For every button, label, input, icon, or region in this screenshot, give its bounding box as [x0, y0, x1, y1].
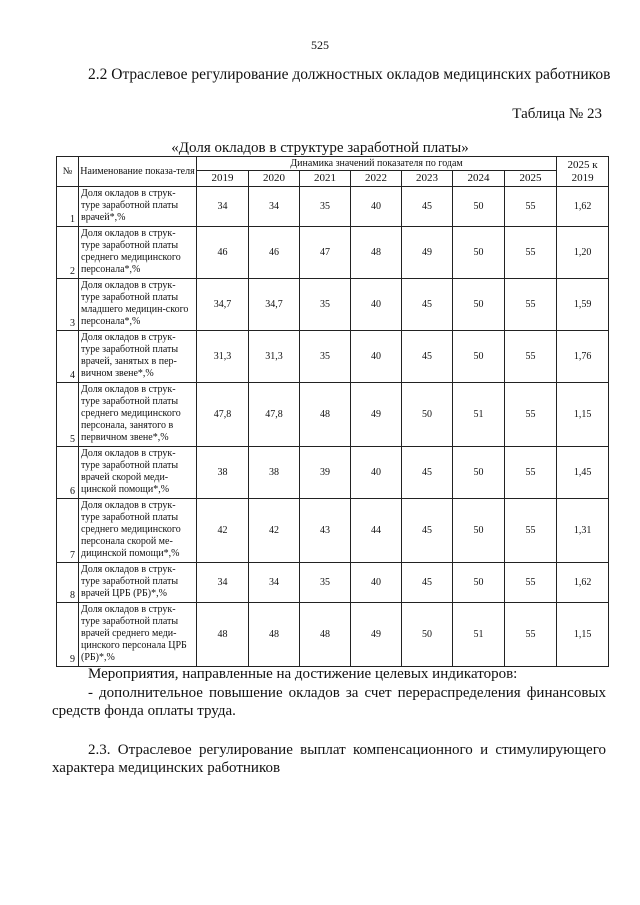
table-row — [57, 563, 609, 603]
year-value: 34 — [249, 563, 300, 603]
year-value: 42 — [197, 499, 249, 563]
indicator-name: Доля окладов в струк-туре заработной платы врачей среднего меди-цинского персонала ЦРБ (РБ)*,% — [79, 603, 197, 667]
year-value: 50 — [453, 499, 505, 563]
header-num: № — [57, 157, 79, 187]
year-value: 51 — [453, 383, 505, 447]
header-year: 2021 — [300, 171, 351, 187]
indicator-name: Доля окладов в струк-туре заработной платы среднего медицинского персонала, занятого в первичном звене*,% — [79, 383, 197, 447]
row-number: 7 — [57, 499, 79, 563]
year-value: 42 — [249, 499, 300, 563]
table-row — [57, 331, 609, 383]
year-value: 55 — [505, 603, 557, 667]
year-value: 35 — [300, 563, 351, 603]
year-value: 38 — [197, 447, 249, 499]
year-value: 55 — [505, 383, 557, 447]
year-value: 34,7 — [249, 279, 300, 331]
year-value: 49 — [351, 603, 402, 667]
year-value: 40 — [351, 279, 402, 331]
year-value: 34 — [197, 187, 249, 227]
year-value: 55 — [505, 279, 557, 331]
year-value: 39 — [300, 447, 351, 499]
year-value: 55 — [505, 331, 557, 383]
year-value: 40 — [351, 331, 402, 383]
year-value: 34 — [249, 187, 300, 227]
year-value: 35 — [300, 187, 351, 227]
table-row — [57, 279, 609, 331]
year-value: 45 — [402, 279, 453, 331]
year-value: 48 — [249, 603, 300, 667]
year-value: 40 — [351, 563, 402, 603]
year-value: 49 — [402, 227, 453, 279]
row-number: 1 — [57, 187, 79, 227]
table-row — [57, 227, 609, 279]
table-row — [57, 383, 609, 447]
year-value: 55 — [505, 499, 557, 563]
indicator-name: Доля окладов в струк-туре заработной платы врачей, занятых в пер-вичном звене*,% — [79, 331, 197, 383]
year-value: 35 — [300, 331, 351, 383]
row-number: 5 — [57, 383, 79, 447]
year-value: 55 — [505, 447, 557, 499]
row-number: 8 — [57, 563, 79, 603]
year-value: 50 — [402, 383, 453, 447]
measures-item: - дополнительное повышение окладов за счет перераспределения финансовых средств фонда оплаты труда. — [52, 685, 606, 719]
year-value: 50 — [453, 187, 505, 227]
year-value: 47 — [300, 227, 351, 279]
year-value: 43 — [300, 499, 351, 563]
header-name: Наименование показа-теля — [79, 157, 197, 187]
ratio-value: 1,62 — [557, 187, 609, 227]
year-value: 40 — [351, 447, 402, 499]
indicator-name: Доля окладов в струк-туре заработной платы врачей скорой меди-цинской помощи*,% — [79, 447, 197, 499]
header-year: 2025 — [505, 171, 557, 187]
indicator-name: Доля окладов в струк-туре заработной платы младшего медицин-ского персонала*,% — [79, 279, 197, 331]
header-year: 2022 — [351, 171, 402, 187]
header-year: 2020 — [249, 171, 300, 187]
table-row — [57, 447, 609, 499]
measures-title: Мероприятия, направленные на достижение целевых индикаторов: — [88, 666, 518, 682]
ratio-value: 1,15 — [557, 603, 609, 667]
year-value: 34 — [197, 563, 249, 603]
year-value: 55 — [505, 187, 557, 227]
year-value: 35 — [300, 279, 351, 331]
section-2-3-title: 2.3. Отраслевое регулирование выплат компенсационного и стимулирующего характера медицинских работников — [52, 742, 606, 776]
year-value: 50 — [453, 279, 505, 331]
ratio-value: 1,31 — [557, 499, 609, 563]
row-number: 4 — [57, 331, 79, 383]
ratio-value: 1,15 — [557, 383, 609, 447]
row-number: 6 — [57, 447, 79, 499]
header-ratio: 2025 к 2019 — [557, 157, 609, 187]
year-value: 47,8 — [197, 383, 249, 447]
header-year: 2023 — [402, 171, 453, 187]
year-value: 50 — [453, 331, 505, 383]
indicator-name: Доля окладов в струк-туре заработной платы врачей ЦРБ (РБ)*,% — [79, 563, 197, 603]
row-number: 9 — [57, 603, 79, 667]
year-value: 45 — [402, 187, 453, 227]
year-value: 46 — [197, 227, 249, 279]
year-value: 45 — [402, 447, 453, 499]
table-label: Таблица № 23 — [512, 106, 602, 122]
ratio-value: 1,20 — [557, 227, 609, 279]
salary-share-table — [56, 156, 609, 667]
indicator-name: Доля окладов в струк-туре заработной платы врачей*,% — [79, 187, 197, 227]
table-title: «Доля окладов в структуре заработной платы» — [171, 140, 469, 156]
year-value: 31,3 — [197, 331, 249, 383]
year-value: 44 — [351, 499, 402, 563]
ratio-value: 1,76 — [557, 331, 609, 383]
year-value: 46 — [249, 227, 300, 279]
year-value: 49 — [351, 383, 402, 447]
year-value: 50 — [453, 227, 505, 279]
table-row — [57, 187, 609, 227]
year-value: 51 — [453, 603, 505, 667]
year-value: 34,7 — [197, 279, 249, 331]
ratio-value: 1,62 — [557, 563, 609, 603]
year-value: 38 — [249, 447, 300, 499]
year-value: 50 — [402, 603, 453, 667]
year-value: 31,3 — [249, 331, 300, 383]
year-value: 48 — [197, 603, 249, 667]
year-value: 55 — [505, 563, 557, 603]
indicator-name: Доля окладов в струк-туре заработной платы среднего медицинского персонала скорой ме-дицинской помощи*,% — [79, 499, 197, 563]
year-value: 45 — [402, 499, 453, 563]
year-value: 50 — [453, 447, 505, 499]
year-value: 48 — [351, 227, 402, 279]
table-row — [57, 499, 609, 563]
section-title: 2.2 Отраслевое регулирование должностных окладов медицинских работников — [88, 66, 611, 83]
header-year: 2019 — [197, 171, 249, 187]
year-value: 55 — [505, 227, 557, 279]
header-year: 2024 — [453, 171, 505, 187]
ratio-value: 1,59 — [557, 279, 609, 331]
row-number: 2 — [57, 227, 79, 279]
ratio-value: 1,45 — [557, 447, 609, 499]
year-value: 50 — [453, 563, 505, 603]
table-row — [57, 603, 609, 667]
header-dynamics: Динамика значений показателя по годам — [197, 157, 557, 171]
year-value: 48 — [300, 383, 351, 447]
year-value: 45 — [402, 563, 453, 603]
year-value: 40 — [351, 187, 402, 227]
page-number: 525 — [311, 38, 329, 52]
year-value: 47,8 — [249, 383, 300, 447]
year-value: 48 — [300, 603, 351, 667]
indicator-name: Доля окладов в струк-туре заработной платы среднего медицинского персонала*,% — [79, 227, 197, 279]
row-number: 3 — [57, 279, 79, 331]
year-value: 45 — [402, 331, 453, 383]
